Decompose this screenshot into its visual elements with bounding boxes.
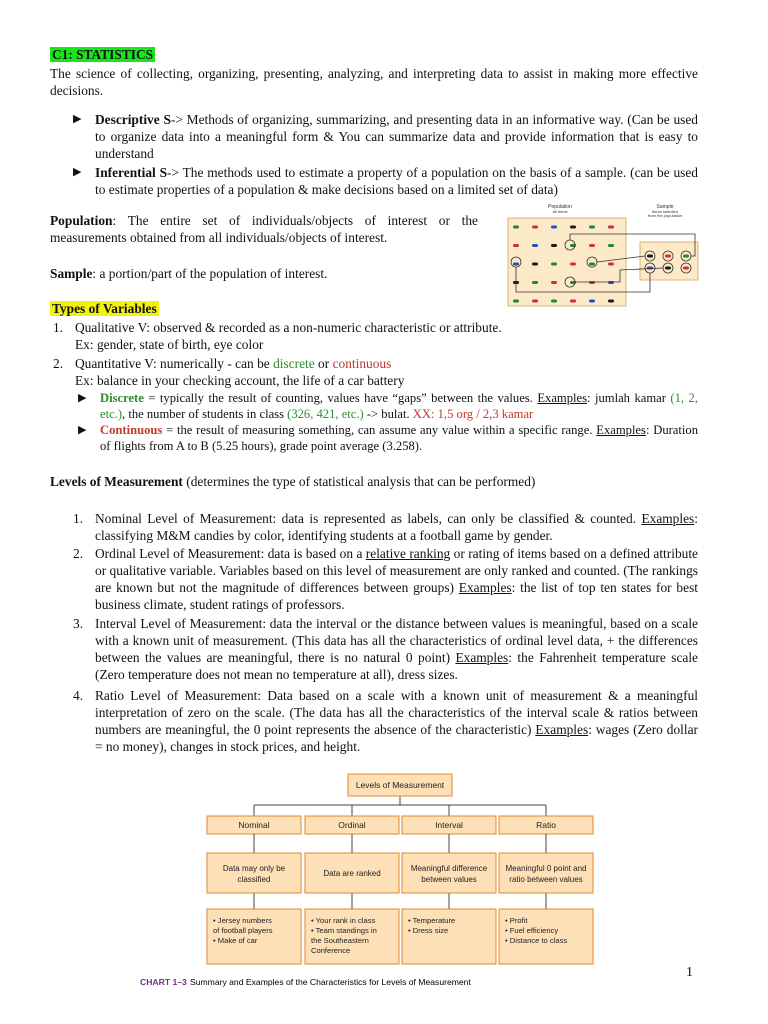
page-number: 1 [686, 965, 693, 980]
chart-connectors [254, 796, 546, 816]
continuous-word: continuous [332, 356, 392, 371]
quantitative-text: Quantitative V: numerically - can be discrete or continuous [75, 356, 392, 371]
chart-level-example: • Fuel efficiency [505, 926, 559, 935]
sample-figure-label: Sample [656, 204, 674, 210]
types-heading [50, 300, 159, 317]
quantitative-example: Ex: balance in your checking account, the life of a car battery [75, 373, 405, 388]
qualitative-text: Qualitative V: observed & recorded as a non-numeric characteristic or attribute. [75, 320, 502, 335]
population-figure-label: Population [548, 204, 572, 210]
list-number: 2. [53, 356, 64, 371]
chart-level-example: of football players [213, 926, 273, 935]
level-item-nominal: 1. Nominal Level of Measurement: data is represented as labels, can only be classified & counted. Examples: classifying M&M candies by color, identifying students at a football game by gender. [73, 511, 698, 543]
chart-level-description: Meaningful difference [410, 864, 488, 873]
chart-level-example: • Team standings in [311, 926, 377, 935]
level-item-ratio: 4. Ratio Level of Measurement: Data based on a scale with a known unit of measurement & a meaningful interpretation of zero on the scale. (The data has all the characteristics of the interval scale & ratios between numbers are meaningful, the 0 point represents the absence of the characteristic) Examples: wages (Zero dollar = no money), changes in stock prices, and height. [73, 688, 699, 754]
chart-level-name: Ratio [536, 820, 556, 830]
descriptive-term: Descriptive S [95, 112, 171, 127]
types-heading-text: Types of Variables [52, 301, 157, 316]
levels-heading: Levels of Measurement (determines the type of statistical analysis that can be performed) [50, 474, 536, 489]
descriptive-text: -> Methods of organizing, summarizing, and presenting data in an informative way. (Can be used to organize data into a meaningful form & You can summarize data and provide information that is easy to understand [95, 112, 698, 161]
inferential-item [73, 164, 699, 198]
chart-level-example: • Profit [505, 916, 528, 925]
chart-level-example: • Jersey numbers [213, 916, 272, 925]
discrete-definition: ▶ Discrete = typically the result of counting, values have “gaps” between the values. Examples: jumlah kamar (1, 2, etc.), the number of students in class (326, 421, etc.) -> bulat. XX: 1,5 org / 2,3 kamar [78, 391, 698, 421]
chart-level-example: • Dress size [408, 926, 449, 935]
inferential-term: Inferential S [95, 165, 168, 180]
discrete-word: discrete [273, 356, 315, 371]
svg-text:from the population: from the population [647, 213, 683, 218]
population-box [508, 218, 626, 306]
chart-level-example: • Your rank in class [311, 916, 376, 925]
qualitative-example: Ex: gender, state of birth, eye color [75, 337, 264, 352]
chart-level-description: classified [237, 875, 271, 884]
population-text: : The entire set of individuals/objects of interest or the measurements obtained from all individuals/objects of interest. [50, 213, 478, 245]
chart-level-description: Meaningful 0 point and [505, 864, 587, 873]
sample-definition [50, 265, 478, 282]
chart-level-example: • Make of car [213, 936, 258, 945]
discrete-term: Discrete [100, 391, 144, 405]
list-number: 1. [53, 320, 64, 335]
population-sample-figure [500, 200, 722, 312]
page-heading [50, 46, 155, 63]
chart-level-name: Interval [435, 820, 463, 830]
chart-level-name: Ordinal [338, 820, 366, 830]
svg-text:Levels of Measurement: Levels of Measurement [355, 780, 445, 790]
chart-column-interval [402, 816, 496, 964]
continuous-term: Continuous [100, 423, 163, 437]
levels-chart [140, 765, 620, 993]
chart-level-example: • Distance to class [505, 936, 568, 945]
chart-level-example: the Southeastern [311, 936, 369, 945]
triangle-bullet-icon: ▶ [78, 424, 87, 436]
level-item-ordinal: 2. Ordinal Level of Measurement: data is based on a relative ranking or rating of items based on a defined attribute or qualitative variable. Variables based on this level of measurement are only ranked and counted. (The rankings are known but not the magnitude of differences between groups) Examples: the list of top ten states for best business climate, student ratings of professors. [73, 546, 698, 612]
svg-text:Items selected: Items selected [652, 209, 678, 214]
qualitative-item [53, 319, 695, 353]
chart-level-example: • Temperature [408, 916, 456, 925]
chart-column-nominal [207, 816, 301, 964]
chart-caption-text: Summary and Examples of the Characteristics for Levels of Measurement [190, 977, 471, 987]
chart-caption-label: CHART 1–3 [140, 977, 187, 987]
chart-level-description: between values [421, 875, 477, 884]
sample-term: Sample [50, 266, 93, 281]
chart-level-description: Data are ranked [323, 869, 381, 878]
heading-text: C1: STATISTICS [52, 47, 154, 62]
chart-level-description: ratio between values [509, 875, 583, 884]
chart-root-box [348, 774, 452, 796]
quantitative-item [53, 355, 695, 389]
intro-paragraph: The science of collecting, organizing, presenting, analyzing, and interpreting data to assist in making more effective decisions. [50, 66, 698, 98]
population-definition [50, 212, 478, 246]
chart-level-name: Nominal [238, 820, 270, 830]
inferential-text: -> The methods used to estimate a property of a population on the basis of a sample. (can be used to estimate properties of a population & make decisions based on a limited set of data) [95, 165, 699, 197]
triangle-bullet-icon: ▶ [73, 113, 82, 125]
svg-text:All items: All items [552, 209, 568, 214]
chart-column-ratio [499, 816, 593, 964]
chart-level-example: Conference [311, 946, 351, 955]
triangle-bullet-icon: ▶ [78, 392, 87, 404]
population-term: Population [50, 213, 113, 228]
triangle-bullet-icon: ▶ [73, 166, 82, 178]
descriptive-item [73, 111, 698, 162]
sample-text: : a portion/part of the population of interest. [92, 266, 328, 281]
chart-column-ordinal [305, 816, 399, 964]
level-item-interval: 3. Interval Level of Measurement: data the interval or the distance between values is meaningful, based on a scale with a known unit of measurement. (This data has all the characteristics of ordinal level data, + the differences between the values are meaningful, there is no natural 0 point) Examples: the Fahrenheit temperature scale (Zero temperature does not mean no temperature at all), dress sizes. [73, 616, 698, 682]
chart-level-description: Data may only be [222, 864, 286, 873]
continuous-definition: ▶ Continuous = the result of measuring something, can assume any value within a specific range. Examples: Duration of flights from A to B (5.25 hours), grade point average (3.258). [78, 423, 698, 453]
